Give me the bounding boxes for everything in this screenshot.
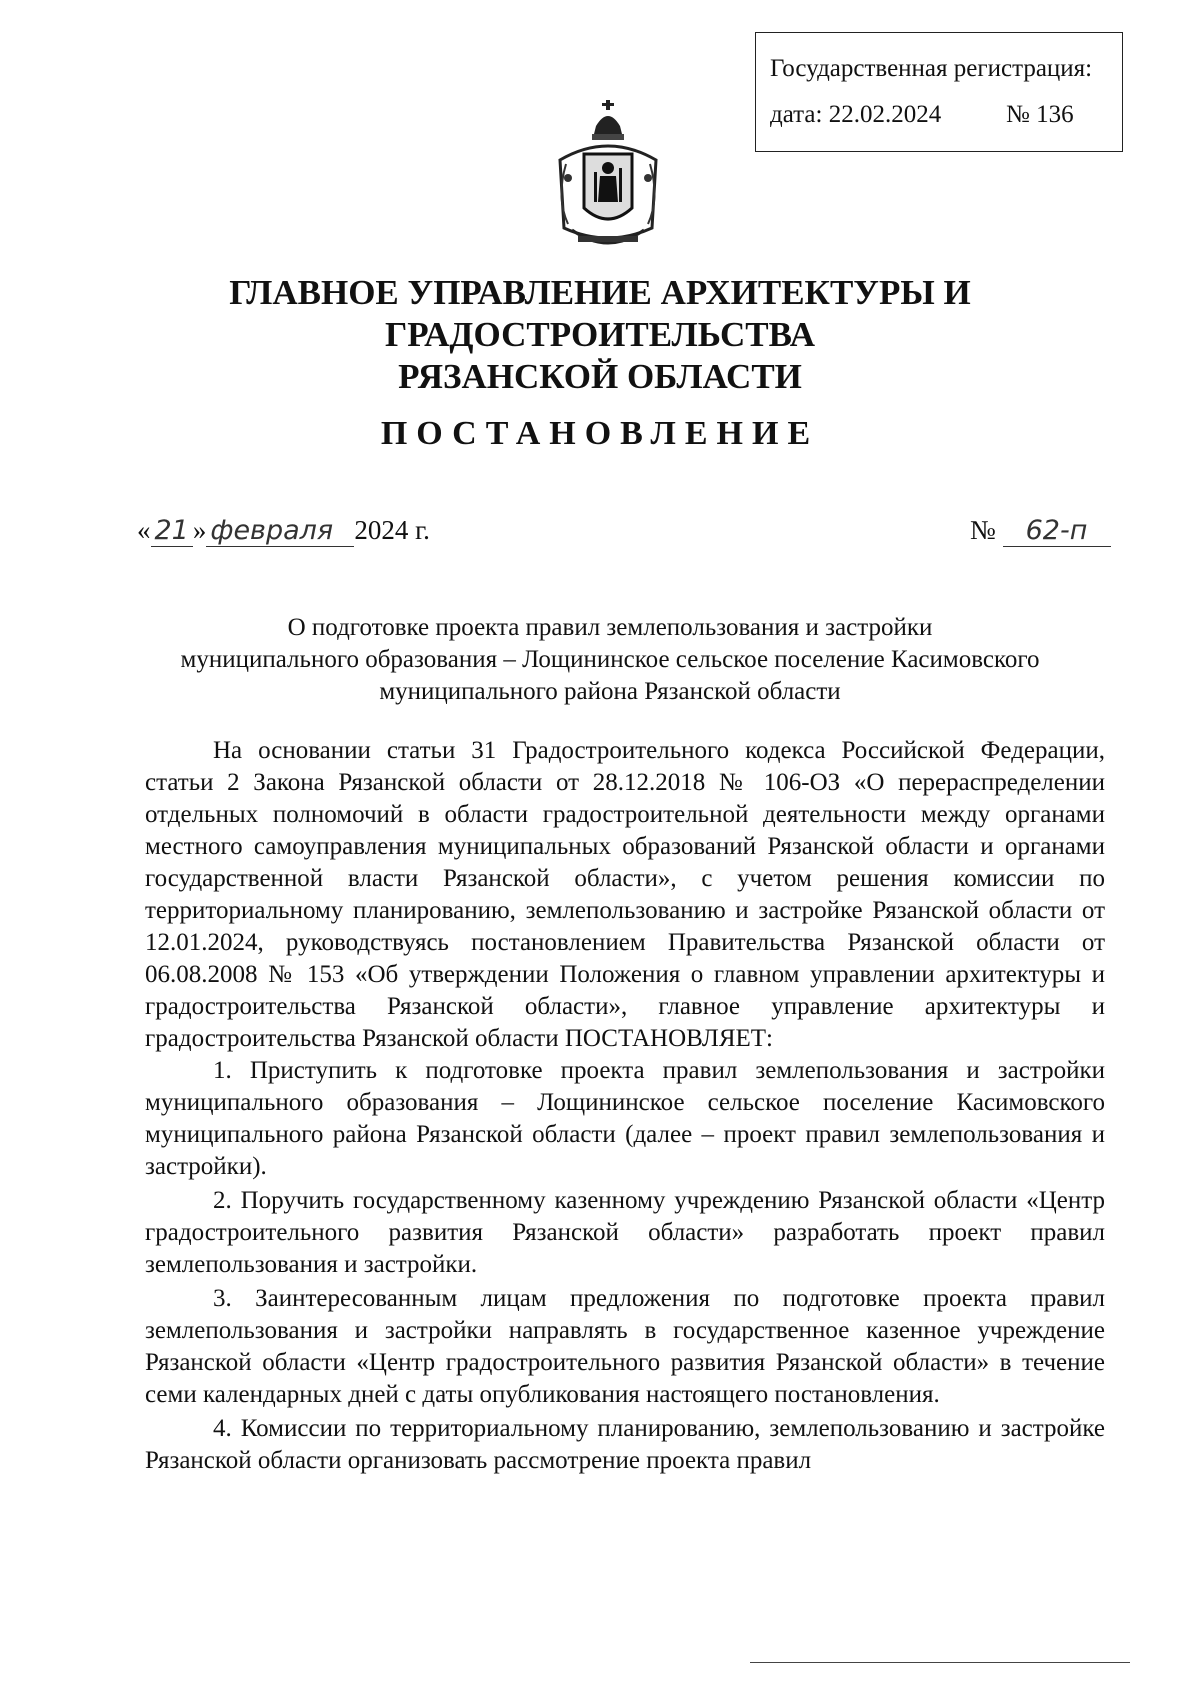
item-3: 3. Заинтересованным лицам предложения по подготовке проекта правил землепользования и застройки направлять в государственное казенное учреждение Рязанской области «Центр градостроительного развития Рязанской области» в течение семи календарных дней с даты опубликования настоящего постановления. [145,1285,1105,1408]
item-1: 1. Приступить к подготовке проекта правил землепользования и застройки муниципального образования – Лощининское сельское поселение Касимовского муниципального района Рязанской области (далее – проект правил землепользования и застройки). [145,1057,1105,1180]
registration-number: № 136 [1006,101,1074,128]
date-month: февраля [206,516,354,547]
subject-line3: муниципального района Рязанской области [379,678,841,705]
footer-divider [750,1662,1130,1663]
item-4: 4. Комиссии по территориальному планированию, землепользованию и застройке Рязанской области организовать рассмотрение проекта правил [145,1415,1105,1474]
coat-of-arms-icon [548,98,668,260]
date-year: 2024 г. [354,515,430,545]
registration-title: Государственная регистрация: [770,55,1093,82]
document-subject [120,612,1100,708]
document-number [970,515,1111,547]
registration-stamp [755,32,1123,152]
document-number-value: 62-п [1003,516,1111,547]
document-date [137,515,430,547]
document-type: ПОСТАНОВЛЕНИЕ [380,415,820,452]
registration-date: дата: 22.02.2024 [770,101,942,128]
organization-title-line2: РЯЗАНСКОЙ ОБЛАСТИ [398,357,802,396]
date-day: 21 [151,516,193,547]
preamble-paragraph: На основании статьи 31 Градостроительного кодекса Российской Федерации, статьи 2 Закона Рязанской области от 28.12.2018 № 106-ОЗ «О перераспределении отдельных полномочий в области градостроительной деятельности между органами местного самоуправления муниципальных образований Рязанской области и органами государственной власти Рязанской области», с учетом решения комиссии по территориальному планированию, землепользованию и застройке Рязанской области от 12.01.2024, руководствуясь постановлением Правительства Рязанской области от 06.08.2008 № 153 «Об утверждении Положения о главном управлении архитектуры и градостроительства Рязанской области», главное управление архитектуры и градостроительства Рязанской области ПОСТАНОВЛЯЕТ: [145,737,1105,1052]
date-close-quote: » [192,515,207,545]
item-2: 2. Поручить государственному казенному учреждению Рязанской области «Центр градостроительного развития Рязанской области» разработать проект правил землепользования и застройки. [145,1187,1105,1278]
organization-title [80,272,1120,398]
subject-line2: муниципального образования – Лощининское сельское поселение Касимовского [180,646,1040,673]
subject-line1: О подготовке проекта правил землепользования и застройки [287,614,933,641]
date-open-quote: « [137,515,151,545]
document-body [145,735,1105,1477]
organization-title-line1: ГЛАВНОЕ УПРАВЛЕНИЕ АРХИТЕКТУРЫ И ГРАДОСТРОИТЕЛЬСТВА [229,273,971,354]
document-number-prefix: № [970,515,996,545]
